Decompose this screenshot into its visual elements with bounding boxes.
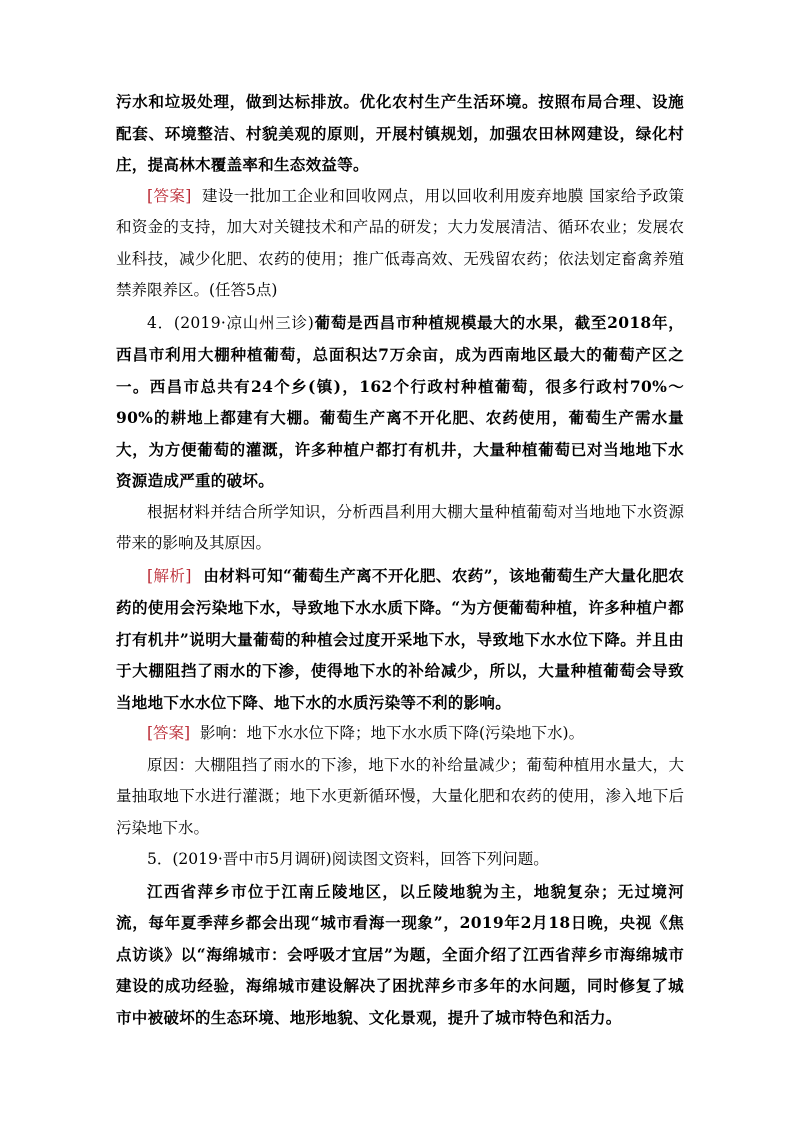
question-5-material: 江西省萍乡市位于江南丘陵地区，以丘陵地貌为主，地貌复杂；无过境河流，每年夏季萍乡都会出现“城市看海一现象”，2019年2月18日晚，央视《焦点访谈》以“海绵城市：会呼吸才宜居”为题，全面介绍了江西省萍乡市海绵城市建设的成功经验，海绵城市建设解决了困扰萍乡市多年的水问题，同时修复了城市中被破坏的生态环境、地形地貌、文化景观，提升了城市特色和活力。 — [116, 881, 684, 1027]
question-prompt: 阅读图文资料，回答下列问题。 — [331, 850, 549, 868]
answer-tag: [答案] — [147, 724, 191, 742]
question-source: (2019·晋中市5月调研) — [172, 850, 332, 868]
question-number: 5． — [147, 850, 173, 868]
question-number: 4． — [147, 313, 174, 332]
continued-paragraph: 污水和垃圾处理，做到达标排放。优化农村生产生活环境。按照布局合理、设施配套、环境整洁、村貌美观的原则，开展村镇规划，加强农田林网建设，绿化村庄，提高林木覆盖率和生态效益等。 — [116, 92, 684, 174]
question-4-material — [116, 307, 684, 497]
question-4-prompt: 根据材料并结合所学知识，分析西昌利用大棚大量种植葡萄对当地地下水资源带来的影响及其原因。 — [116, 502, 684, 552]
answer-reason: 原因：大棚阻挡了雨水的下渗，地下水的补给量减少；葡萄种植用水量大，大量抽取地下水进行灌溉；地下水更新循环慢，大量化肥和农药的使用，渗入地下后污染地下水。 — [116, 755, 684, 837]
question-5-header — [116, 844, 684, 876]
answer-block-2 — [116, 718, 684, 750]
document-page — [116, 86, 684, 1033]
material-text: 葡萄是西昌市种植规模最大的水果，截至2018年，西昌市利用大棚种植葡萄，总面积达7万余亩，成为西南地区最大的葡萄产区之一。西昌市总共有24个乡(镇)，162个行政村种植葡萄，很多行政村70%～90%的耕地上都建有大棚。葡萄生产离不开化肥、农药使用，葡萄生产需水量大，为方便葡萄的灌溉，许多种植户都打有机井，大量种植葡萄已对当地地下水资源造成严重的破坏。 — [116, 312, 684, 490]
analysis-tag: [解析] — [147, 566, 192, 585]
question-source: (2019·凉山州三诊) — [173, 313, 315, 332]
answer-text: 建设一批加工企业和回收网点，用以回收利用废弃地膜 国家给予政策和资金的支持，加大对关键技术和产品的研发；大力发展清洁、循环农业；发展农业科技，减少化肥、农药的使用；推广低毒高效、无残留农药；依法划定畜禽养殖禁养限养区。(任答5点) — [116, 186, 684, 299]
analysis-text: 由材料可知“葡萄生产离不开化肥、农药”，该地葡萄生产大量化肥农药的使用会污染地下水，导致地下水水质下降。“为方便葡萄种植，许多种植户都打有机井”说明大量葡萄的种植会过度开采地下水，导致地下水水位下降。并且由于大棚阻挡了雨水的下渗，使得地下水的补给减少，所以，大量种植葡萄会导致当地地下水水位下降、地下水的水质污染等不利的影响。 — [116, 565, 684, 712]
answer-impact: 影响：地下水水位下降；地下水水质下降(污染地下水)。 — [199, 724, 585, 742]
answer-block-1 — [116, 181, 684, 307]
answer-tag: [答案] — [147, 186, 192, 205]
analysis-block — [116, 560, 684, 719]
